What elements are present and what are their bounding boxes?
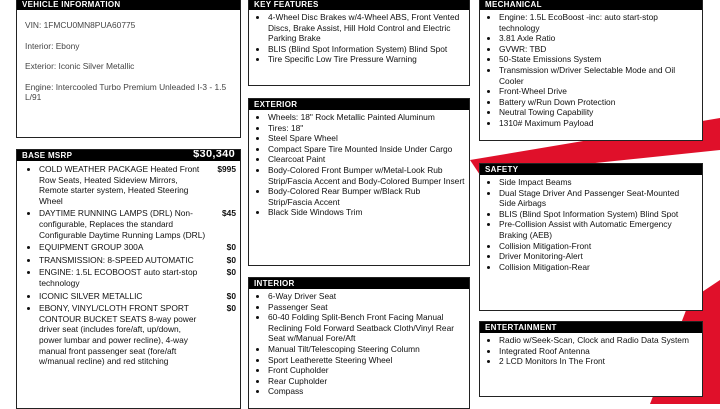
mechanical-item: • Transmission w/Driver Selectable Mode and Oil Cooler xyxy=(499,65,698,86)
msrp-item: • EQUIPMENT GROUP 300A $0 xyxy=(39,242,206,253)
msrp-item: • DAYTIME RUNNING LAMPS (DRL) Non-configurable, Replaces the standard Configurable Daytime Running Lamps (DRL) $45 xyxy=(39,208,206,240)
mechanical-item: • 1310# Maximum Payload xyxy=(499,118,698,129)
exterior-item: • Black Side Windows Trim xyxy=(268,207,465,218)
msrp-item-amount: $995 xyxy=(217,164,236,174)
base-msrp-header xyxy=(17,150,240,161)
msrp-item-amount: $0 xyxy=(226,242,236,253)
base-msrp-panel xyxy=(16,149,241,409)
mechanical-header: MECHANICAL xyxy=(480,0,702,10)
msrp-item-amount: $0 xyxy=(226,254,236,265)
exterior-panel xyxy=(248,98,470,266)
exterior-item: • Steel Spare Wheel xyxy=(268,133,465,144)
msrp-item: • TRANSMISSION: 8-SPEED AUTOMATIC $0 xyxy=(39,255,206,266)
key-feature-item: • BLIS (Blind Spot Information System) Blind Spot xyxy=(268,44,465,55)
interior-item: • Compass xyxy=(268,386,465,397)
mechanical-item: • 50-State Emissions System xyxy=(499,54,698,65)
interior-item: • 6-Way Driver Seat xyxy=(268,291,465,302)
safety-item: • Driver Monitoring-Alert xyxy=(499,251,698,262)
msrp-item-amount: $45 xyxy=(222,208,236,219)
mechanical-item: • Battery w/Run Down Protection xyxy=(499,97,698,108)
safety-item: • Pre-Collision Assist with Automatic Emergency Braking (AEB) xyxy=(499,219,698,240)
safety-item: • Collision Mitigation-Rear xyxy=(499,262,698,273)
exterior-header: EXTERIOR xyxy=(249,99,469,110)
mechanical-item: • Front-Wheel Drive xyxy=(499,86,698,97)
vehicle-information-header: VEHICLE INFORMATION xyxy=(17,0,240,10)
vehicle-information-panel xyxy=(16,0,241,138)
interior-item: • Passenger Seat xyxy=(268,302,465,313)
interior-text: Interior: Ebony xyxy=(25,40,80,51)
safety-item: • Dual Stage Driver And Passenger Seat-Mounted Side Airbags xyxy=(499,188,698,209)
mechanical-item: • Engine: 1.5L EcoBoost -inc: auto start-stop technology xyxy=(499,12,698,33)
entertainment-item: • Integrated Roof Antenna xyxy=(499,346,698,357)
key-features-panel xyxy=(248,0,470,86)
interior-item: • Rear Cupholder xyxy=(268,376,465,387)
interior-item: • Front Cupholder xyxy=(268,365,465,376)
interior-panel xyxy=(248,277,470,409)
mechanical-item: • GVWR: TBD xyxy=(499,44,698,55)
key-features-header: KEY FEATURES xyxy=(249,0,469,10)
safety-header: SAFETY xyxy=(480,164,702,175)
exterior-text: Exterior: Iconic Silver Metallic xyxy=(25,61,135,72)
safety-item: • Collision Mitigation-Front xyxy=(499,241,698,252)
entertainment-header: ENTERTAINMENT xyxy=(480,322,702,333)
mechanical-panel xyxy=(479,0,703,141)
interior-header: INTERIOR xyxy=(249,278,469,289)
msrp-item-amount: $0 xyxy=(226,290,236,301)
interior-item: • 60-40 Folding Split-Bench Front Facing Manual Reclining Fold Forward Seatback Cloth/Vinyl Rear Seat w/Manual Fore/Aft xyxy=(268,312,465,344)
msrp-item: • ENGINE: 1.5L ECOBOOST auto start-stop technology $0 xyxy=(39,267,206,288)
msrp-item: • EBONY, VINYL/CLOTH FRONT SPORT CONTOUR BUCKET SEATS 8-way power driver seat (includes fore/aft, up/down, power lumbar and power recline), 4-way manual front passenger seat (fore/aft w/manual recline) and red stitching $0 xyxy=(39,303,206,367)
msrp-item: • ICONIC SILVER METALLIC $0 xyxy=(39,291,206,302)
engine-text: Engine: Intercooled Turbo Premium Unleaded I-3 - 1.5 L/91 xyxy=(25,81,227,103)
msrp-item: • COLD WEATHER PACKAGE Heated Front Row Seats, Heated Sideview Mirrors, Remote starter system, Heated Steering Wheel $995 xyxy=(39,164,206,206)
base-msrp-price: $30,340 xyxy=(193,149,235,160)
mechanical-item: • Neutral Towing Capability xyxy=(499,107,698,118)
interior-item: • Sport Leatherette Steering Wheel xyxy=(268,355,465,366)
safety-item: • BLIS (Blind Spot Information System) Blind Spot xyxy=(499,209,698,220)
entertainment-panel xyxy=(479,321,703,397)
base-msrp-label: BASE MSRP xyxy=(22,151,73,160)
exterior-item: • Clearcoat Paint xyxy=(268,154,465,165)
exterior-item: • Body-Colored Front Bumper w/Metal-Look Rub Strip/Fascia Accent and Body-Colored Bumper Insert xyxy=(268,165,465,186)
entertainment-item: • 2 LCD Monitors In The Front xyxy=(499,356,698,367)
exterior-item: • Wheels: 18" Rock Metallic Painted Aluminum xyxy=(268,112,465,123)
msrp-item-amount: $0 xyxy=(226,267,236,278)
safety-panel xyxy=(479,163,703,311)
vin-text: VIN: 1FMCU0MN8PUA60775 xyxy=(25,20,136,30)
interior-item: • Manual Tilt/Telescoping Steering Column xyxy=(268,344,465,355)
exterior-item: • Compact Spare Tire Mounted Inside Under Cargo xyxy=(268,144,465,155)
key-feature-item: • 4-Wheel Disc Brakes w/4-Wheel ABS, Front Vented Discs, Brake Assist, Hill Hold Control and Electric Parking Brake xyxy=(268,12,465,44)
mechanical-item: • 3.81 Axle Ratio xyxy=(499,33,698,44)
safety-item: • Side Impact Beams xyxy=(499,177,698,188)
exterior-item: • Body-Colored Rear Bumper w/Black Rub Strip/Fascia Accent xyxy=(268,186,465,207)
exterior-item: • Tires: 18" xyxy=(268,123,465,134)
key-feature-item: • Tire Specific Low Tire Pressure Warning xyxy=(268,54,465,65)
msrp-item-amount: $0 xyxy=(226,303,236,314)
entertainment-item: • Radio w/Seek-Scan, Clock and Radio Data System xyxy=(499,335,698,346)
